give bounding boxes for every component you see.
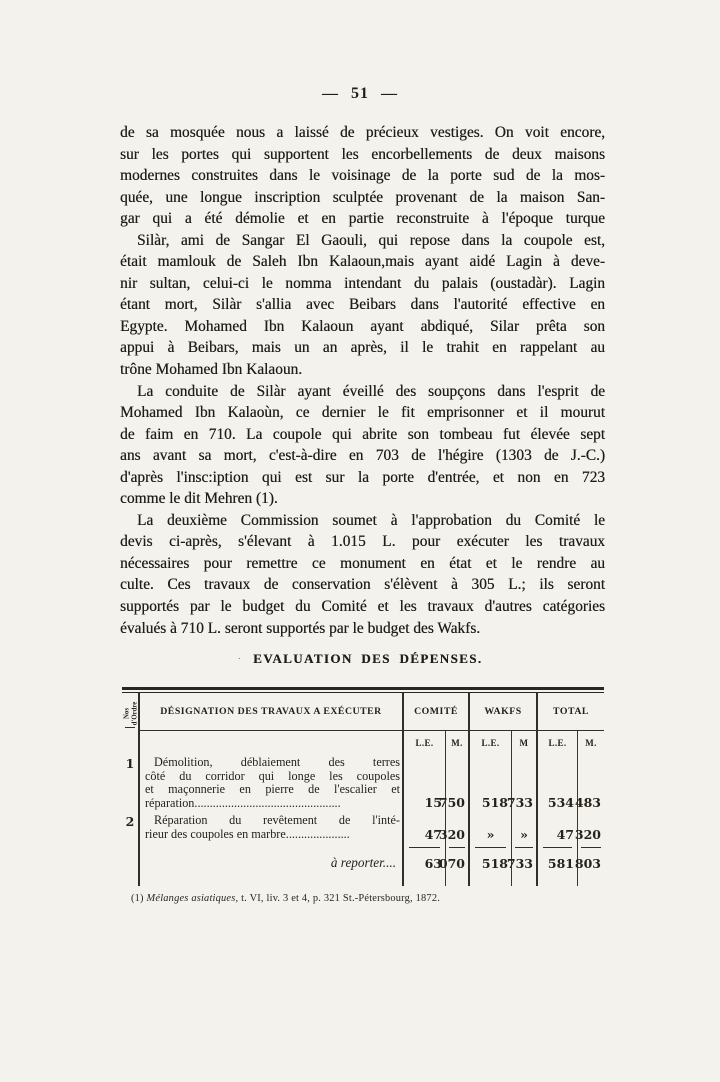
- text-line: culte. Ces travaux de conservation s'élèvent à 305 L.; ils seront: [120, 576, 605, 594]
- subcol-comite-m: M.: [446, 731, 470, 754]
- text-line: d'après l'insc:iption qui est sur la porte d'entrée, et non en 723: [120, 468, 605, 486]
- value-wakfs-le: »: [470, 812, 512, 844]
- sum-rule-line: [543, 847, 573, 848]
- body-text: [120, 122, 605, 639]
- border-stub: [538, 874, 578, 886]
- column-header-order-number: [122, 693, 140, 731]
- value-comite-m: 750: [446, 754, 470, 812]
- sum-rule-line: [581, 847, 601, 848]
- subcol-wakfs-m: M: [512, 731, 538, 754]
- table-title-row: [0, 651, 720, 667]
- text-line: La conduite de Silàr ayant éveillé des soupçons dans l'esprit de: [137, 382, 605, 400]
- column-header-comite: COMITÉ: [404, 693, 470, 731]
- row-designation: [140, 812, 404, 844]
- designation-line: réparation................................................: [145, 796, 341, 810]
- table-header-subcols-row: [122, 731, 604, 754]
- value-wakfs-m: »: [512, 812, 538, 844]
- sum-rule: [446, 844, 470, 852]
- sum-rule: [578, 844, 604, 852]
- table-title: EVALUATION DES DÉPENSES.: [253, 651, 483, 666]
- text-line: gar qui a été démolie et en partie reconstruite à l'époque turque: [120, 210, 605, 228]
- total-total-m: 803: [574, 855, 601, 871]
- text-line: sur les portes qui supportent les encorbellements de deux maisons: [120, 145, 605, 163]
- subcol-wakfs-le: L.E.: [470, 731, 512, 754]
- sum-rule-line: [515, 847, 533, 848]
- value-wakfs-m: 733: [512, 754, 538, 812]
- total-total-le: 581: [538, 852, 578, 874]
- text-line: évalués à 710 L. seront supportés par le budget des Wakfs.: [120, 619, 481, 637]
- column-header-total: TOTAL: [538, 693, 604, 731]
- subcol-total-m: M.: [585, 737, 597, 748]
- text-line: quée, une longue inscription sculptée provenant de la maison San-: [120, 188, 605, 206]
- sum-rule: [538, 844, 578, 852]
- sum-rule-spacer: [140, 844, 404, 852]
- row-order-number: 1: [122, 754, 140, 812]
- sum-rule-row: [122, 844, 604, 852]
- footnote-citation: t. VI, liv. 3 et 4, p. 321 St.-Pétersbourg, 1872.: [241, 893, 441, 904]
- text-line: appui à Beibars, mais un an après, il le trahit en rappelant au: [120, 339, 605, 357]
- sum-rule-spacer: [122, 844, 140, 852]
- text-line: nécessaires pour remettre ce monument en état et le rendre au: [120, 554, 605, 572]
- sum-rule-line: [449, 847, 466, 848]
- expense-table: [122, 687, 604, 886]
- text-line: modernes construites dans le voisinage de la porte sud de la mos-: [120, 167, 605, 185]
- value-total-le: 47: [538, 812, 578, 844]
- table-row: [122, 812, 604, 844]
- border-stub: [578, 874, 604, 886]
- border-stub: [122, 874, 140, 886]
- designation-line: et maçonnerie en pierre de l'escalier et: [145, 782, 400, 797]
- value-comite-le: 47: [404, 812, 446, 844]
- text-line: Egypte. Mohamed Ibn Kalaoun ayant abdiqué, Silar prêta son: [120, 317, 605, 335]
- sum-rule: [404, 844, 446, 852]
- text-line: Mohamed Ibn Kalaoùn, ce dernier le fit emprisonner et il mourut: [120, 404, 605, 422]
- text-line: La deuxième Commission soumet à l'approbation du Comité le: [137, 511, 605, 529]
- subcol-total-le: L.E.: [538, 731, 578, 754]
- border-stub: [512, 874, 538, 886]
- order-number-rotated-label: Nos d'Ordre: [123, 701, 138, 726]
- column-header-designation: DÉSIGNATION DES TRAVAUX A EXÉCUTER: [140, 693, 404, 731]
- value-comite-le: 15: [404, 754, 446, 812]
- subcol-comite-le: L.E.: [404, 731, 446, 754]
- text-line: devis ci-après, s'élevant à 1.015 L. pour exécuter les travaux: [120, 533, 605, 551]
- text-line: comme le dit Mehren (1).: [120, 490, 278, 508]
- table-header-groups-row: [122, 693, 604, 731]
- order-number-underline: [125, 727, 135, 728]
- page-number: — 51 —: [322, 85, 398, 102]
- column-header-wakfs: WAKFS: [470, 693, 538, 731]
- designation-line: rieur des coupoles en marbre.....................: [145, 827, 350, 841]
- border-stub: [446, 874, 470, 886]
- border-stub: [140, 874, 404, 886]
- text-line: de sa mosquée nous a laissé de précieux vestiges. On voit encore,: [120, 124, 605, 141]
- text-line: ans avant sa mort, c'est-à-dire en 703 de l'hégire (1303 de J.-C.): [120, 447, 605, 465]
- total-wakfs-m: 733: [512, 852, 538, 874]
- designation-line: Réparation du revêtement de l'inté-: [154, 813, 400, 827]
- value-total-m: 320: [574, 827, 601, 842]
- total-comite-le: 63: [404, 852, 446, 874]
- footnote: [131, 893, 440, 904]
- subheader-spacer: [140, 731, 404, 754]
- total-comite-m: 070: [446, 852, 470, 874]
- designation-line: Démolition, déblaiement des terres: [154, 755, 400, 769]
- totals-label: à reporter....: [140, 852, 404, 874]
- value-wakfs-le: 518: [470, 754, 512, 812]
- border-stub: [470, 874, 512, 886]
- sum-rule-line: [475, 847, 506, 848]
- totals-row: [122, 852, 604, 874]
- value-comite-m: 320: [446, 812, 470, 844]
- footnote-work-title: Mélanges asiatiques,: [146, 893, 239, 904]
- ink-speck: ·: [237, 653, 242, 665]
- total-wakfs-le: 518: [470, 852, 512, 874]
- text-line: Silàr, ami de Sangar El Gaouli, qui repose dans la coupole est,: [137, 231, 605, 249]
- table-row: [122, 754, 604, 812]
- sum-rule: [512, 844, 538, 852]
- subheader-spacer: [122, 731, 140, 754]
- text-line: trône Mohamed Ibn Kalaoun.: [120, 361, 303, 379]
- row-designation: [140, 754, 404, 812]
- footnote-ref: (1): [131, 893, 144, 904]
- text-line: supportés par le budget du Comité et les travaux d'autres catégories: [120, 598, 605, 616]
- row-order-number: 2: [122, 812, 140, 844]
- text-line: nir sultan, celui-ci le nomma intendant du palais (oustadàr). Lagin: [120, 274, 605, 292]
- text-line: de faim en 710. La coupole qui abrite son tombeau fut élevée sept: [120, 425, 605, 443]
- sum-rule: [470, 844, 512, 852]
- border-stub-row: [122, 874, 604, 886]
- value-total-le: 534: [538, 754, 578, 812]
- value-total-m: 483: [574, 795, 601, 810]
- text-line: étant mort, Silàr s'allia avec Beibars dans l'autorité effective en: [120, 296, 605, 314]
- designation-line: côté du corridor qui longe les coupoles: [145, 768, 400, 783]
- sum-rule-line: [409, 847, 440, 848]
- totals-spacer: [122, 852, 140, 874]
- text-line: était mamlouk de Saleh Ibn Kalaoun,mais ayant aidé Lagin à deve-: [120, 253, 605, 271]
- border-stub: [404, 874, 446, 886]
